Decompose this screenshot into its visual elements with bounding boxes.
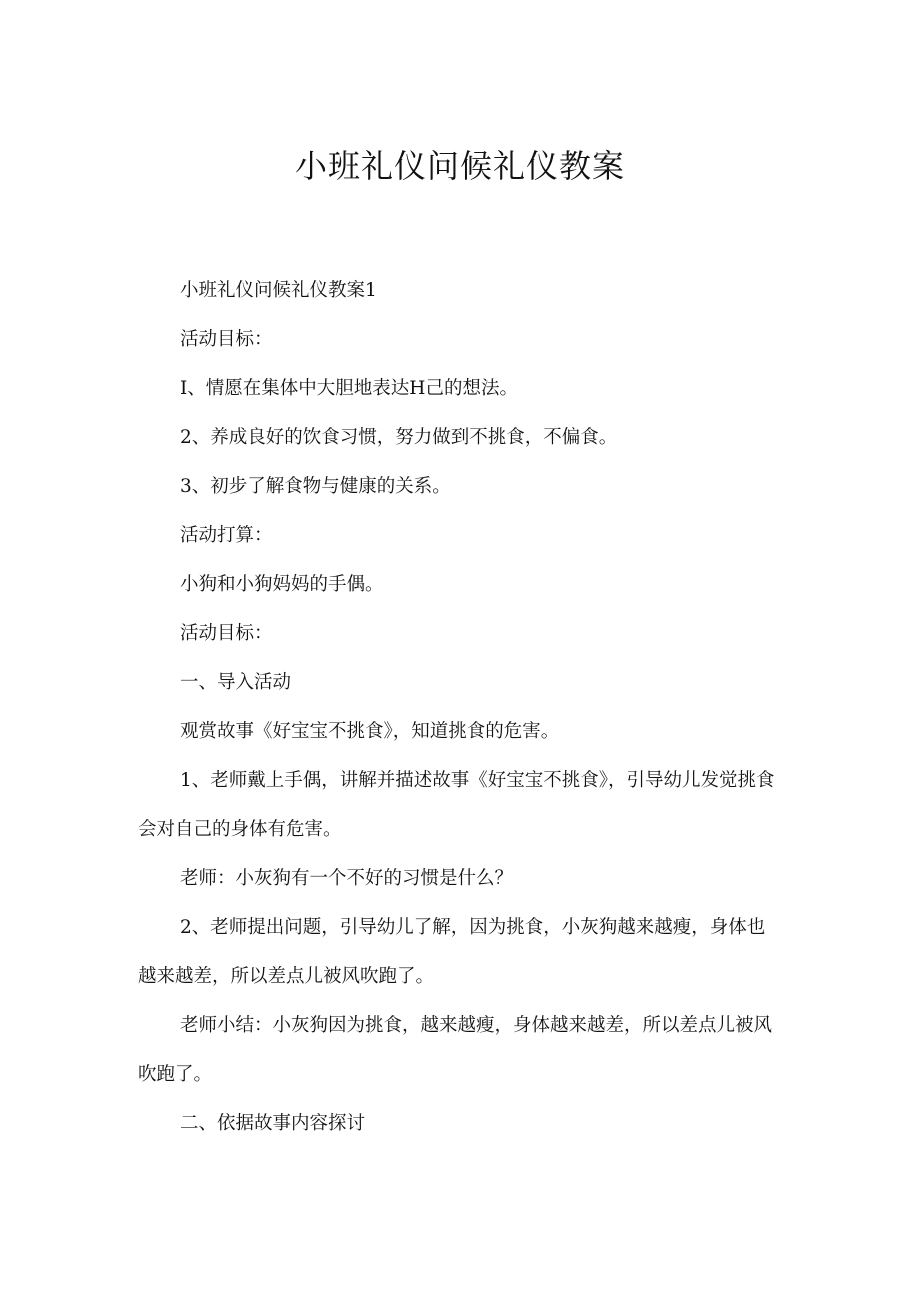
paragraph-goals-label: 活动目标： — [180, 329, 273, 350]
paragraph-step-2: 2、老师提出问题，引导幼儿了解，因为挑食，小灰狗越来越瘦，身体也越来越差，所以差点儿被风吹跑了。 — [138, 917, 766, 987]
paragraph-goal-1: I、情愿在集体中大胆地表达H己的想法。 — [180, 378, 518, 399]
document-body — [138, 266, 778, 1148]
paragraph-goals-label-2: 活动目标： — [180, 623, 273, 644]
paragraph-teacher-question: 老师：小灰狗有一个不好的习惯是什么？ — [180, 868, 514, 889]
paragraph-step-1: 1、老师戴上手偶，讲解并描述故事《好宝宝不挑食》，引导幼儿发觉挑食会对自己的身体有危害。 — [138, 770, 775, 840]
paragraph-heading-1: 小班礼仪问候礼仪教案1 — [180, 280, 377, 301]
paragraph-prep-items: 小狗和小狗妈妈的手偶。 — [180, 574, 384, 595]
paragraph-prep-label: 活动打算： — [180, 525, 273, 546]
document-title: 小班礼仪问候礼仪教案 — [294, 147, 625, 185]
paragraph-teacher-summary: 老师小结：小灰狗因为挑食，越来越瘦，身体越来越差，所以差点儿被风吹跑了。 — [138, 1015, 773, 1085]
paragraph-story-intro: 观赏故事《好宝宝不挑食》，知道挑食的危害。 — [180, 721, 560, 742]
paragraph-section-1: 一、导入活动 — [180, 672, 292, 693]
paragraph-goal-3: 3、初步了解食物与健康的关系。 — [180, 476, 451, 497]
paragraph-section-2: 二、依据故事内容探讨 — [180, 1113, 366, 1134]
paragraph-goal-2: 2、养成良好的饮食习惯，努力做到不挑食，不偏食。 — [180, 427, 618, 448]
